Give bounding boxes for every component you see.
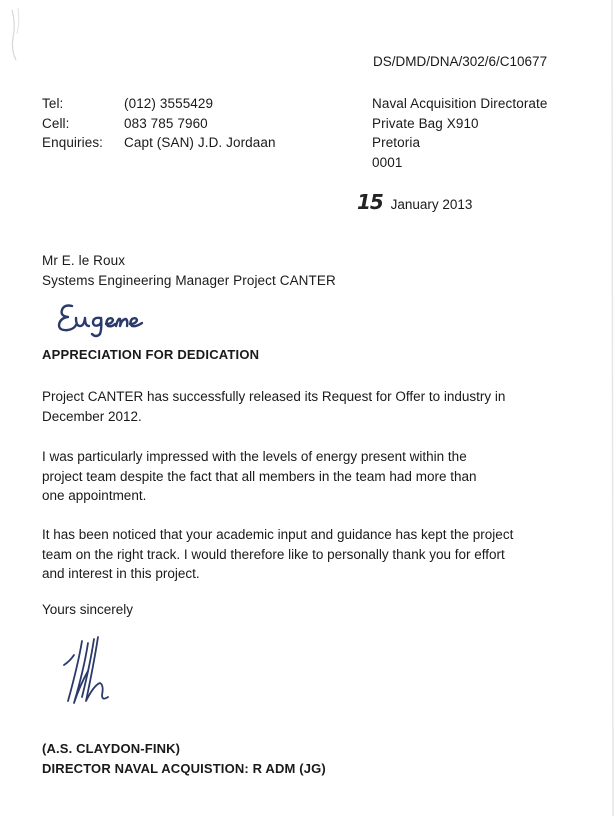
paragraph-line: and interest in this project. [42, 566, 200, 581]
enquiries-label: Enquiries: [42, 135, 104, 150]
enquiries-value: Capt (SAN) J.D. Jordaan [124, 135, 276, 150]
tel-value: (012) 3555429 [124, 96, 214, 111]
address-line: Private Bag X910 [372, 115, 479, 131]
cell-label: Cell: [42, 115, 70, 131]
handwritten-day: 15 [357, 190, 383, 214]
handwritten-signature [58, 635, 138, 713]
handwritten-salutation [56, 298, 166, 338]
signatory-block [42, 739, 326, 778]
recipient-block [42, 251, 336, 290]
body-paragraph-2 [42, 447, 476, 506]
closing-salutation: Yours sincerely [42, 602, 134, 617]
letter-date [357, 190, 472, 214]
page-edge-artifact [604, 0, 615, 816]
reference-number: DS/DMD/DNA/302/6/C10677 [373, 54, 548, 69]
address-line: Naval Acquisition Directorate [372, 96, 548, 111]
cell-value: 083 785 7960 [124, 115, 208, 131]
date-month-year: January 2013 [390, 197, 473, 212]
letter-subject: APPRECIATION FOR DEDICATION [42, 347, 260, 362]
margin-scan-artifact [4, 4, 30, 64]
recipient-name: Mr E. le Roux [42, 253, 126, 268]
recipient-title: Systems Engineering Manager Project CANTER [42, 272, 336, 288]
tel-label: Tel: [42, 96, 64, 111]
address-line: 0001 [372, 154, 403, 170]
body-paragraph-1 [42, 387, 505, 426]
signatory-title: DIRECTOR NAVAL ACQUISTION: R ADM (JG) [42, 760, 326, 776]
paragraph-line: team on the right track. I would therefore like to personally thank you for effort [42, 546, 505, 562]
paragraph-line: December 2012. [42, 408, 142, 424]
paragraph-line: project team despite the fact that all members in the team had more than [42, 468, 477, 484]
paragraph-line: It has been noticed that your academic input and guidance has kept the project [42, 527, 514, 542]
paragraph-line: Project CANTER has successfully released its Request for Offer to industry in [42, 389, 506, 404]
sender-address [372, 94, 547, 172]
body-paragraph-3 [42, 525, 513, 584]
paragraph-line: one appointment. [42, 488, 147, 503]
address-line: Pretoria [372, 135, 421, 150]
paragraph-line: I was particularly impressed with the levels of energy present within the [42, 449, 467, 464]
signatory-name: (A.S. CLAYDON-FINK) [42, 741, 181, 756]
